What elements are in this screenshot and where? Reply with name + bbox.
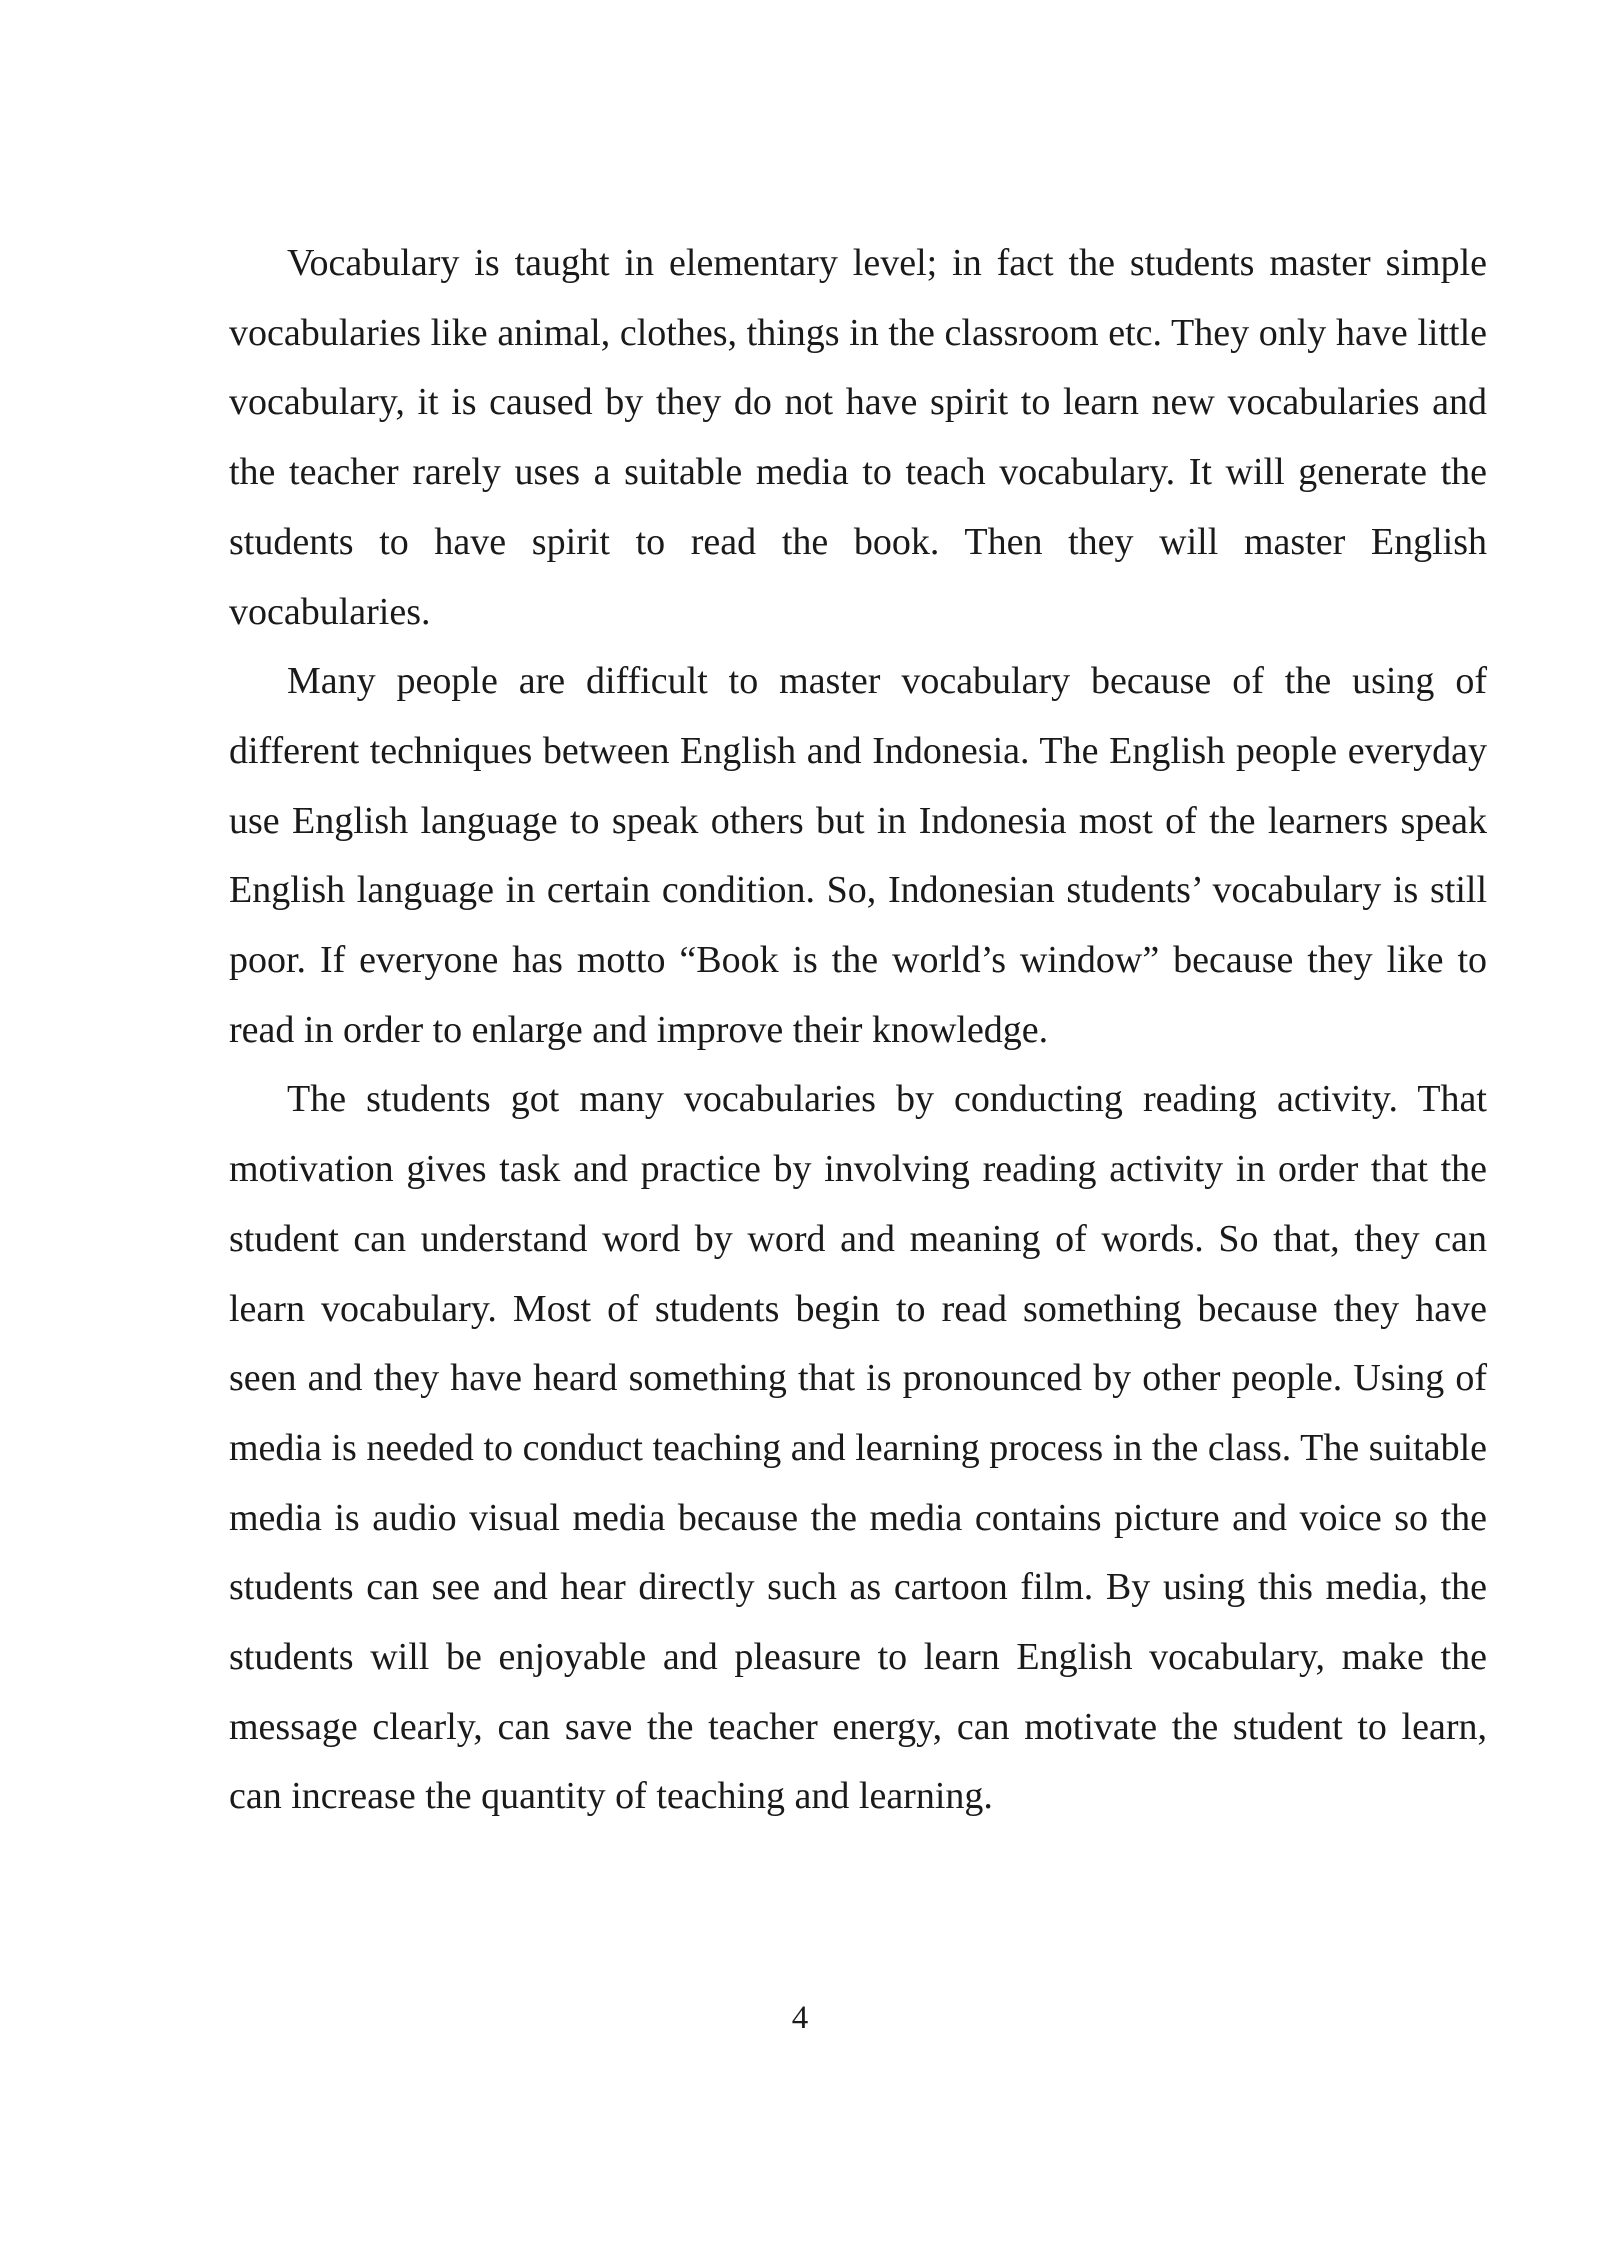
page-number: 4 [791, 2000, 809, 2036]
body-text [229, 229, 1487, 1832]
paragraph-1: Vocabulary is taught in elementary level; in fact the students master simple vocabularies like animal, clothes, things in the classroom etc. They only have little vocabulary, it is caused by they do not have spirit to learn new vocabularies and the teacher rarely uses a suitable media to teach vocabulary. It will generate the students to have spirit to read the book. Then they will master English vocabularies. [229, 242, 1487, 633]
paragraph-2: Many people are difficult to master vocabulary because of the using of different techniques between English and Indonesia. The English people everyday use English language to speak others but in Indonesia most of the learners speak English language in certain condition. So, Indonesian students’ vocabulary is still poor. If everyone has motto “Book is the world’s window” because they like to read in order to enlarge and improve their knowledge. [229, 660, 1487, 1051]
paragraph-3: The students got many vocabularies by conducting reading activity. That motivation gives task and practice by involving reading activity in order that the student can understand word by word and meaning of words. So that, they can learn vocabulary. Most of students begin to read something because they have seen and they have heard something that is pronounced by other people. Using of media is needed to conduct teaching and learning process in the class. The suitable media is audio visual media because the media contains picture and voice so the students can see and hear directly such as cartoon film. By using this media, the students will be enjoyable and pleasure to learn English vocabulary, make the message clearly, can save the teacher energy, can motivate the student to learn, can increase the quantity of teaching and learning. [229, 1078, 1487, 1818]
